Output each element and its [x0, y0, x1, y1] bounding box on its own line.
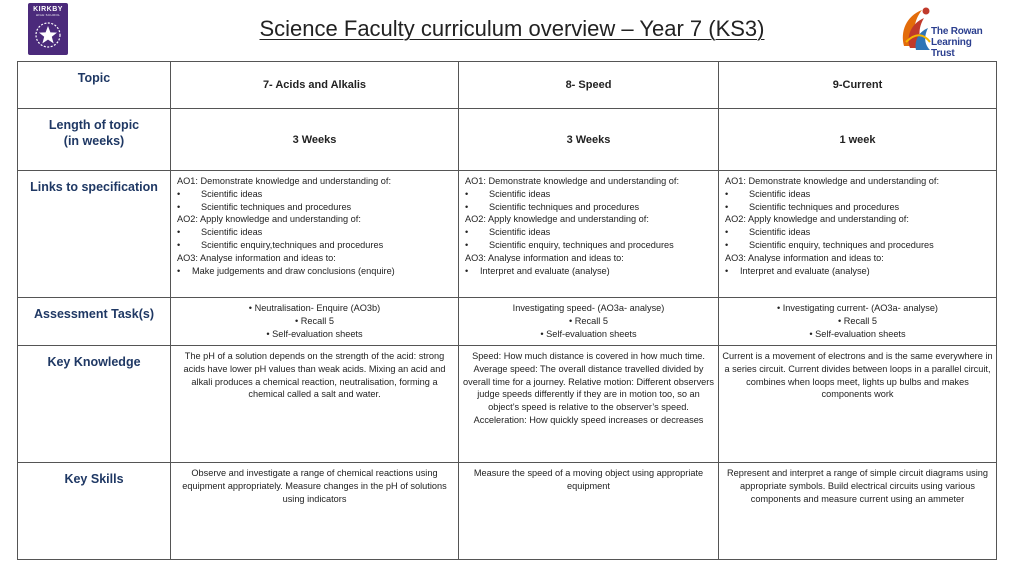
spec-item-text: Scientific techniques and procedures — [749, 201, 900, 212]
ao1-text: AO1: Demonstrate knowledge and understanding of: — [465, 176, 679, 186]
topic-row — [18, 62, 997, 109]
length-label-line2: (in weeks) — [63, 134, 125, 148]
skills-cell: Measure the speed of a moving object using appropriate equipment — [459, 463, 719, 560]
assessment-item: • Neutralisation- Enquire (AO3b) — [248, 303, 381, 313]
ao3-text: AO3: Analyse information and ideas to: — [465, 252, 624, 263]
assessment-label: Assessment Task(s) — [18, 298, 171, 346]
spec-item-text: Scientific enquiry, techniques and procedures — [489, 239, 674, 250]
spec-item-text: Scientific ideas — [749, 188, 811, 199]
ao1-text: AO1: Demonstrate knowledge and understanding of: — [725, 176, 939, 186]
ao3-text: AO3: Analyse information and ideas to: — [177, 252, 336, 263]
spec-item: • Scientific ideas — [725, 227, 811, 238]
assessment-item: • Recall 5 — [295, 315, 334, 326]
knowledge-row — [18, 346, 997, 463]
assessment-cell — [459, 298, 719, 346]
trust-logo-line2: Learning Trust — [931, 37, 972, 59]
assessment-item: • Recall 5 — [838, 315, 877, 326]
length-cell: 3 Weeks — [171, 109, 459, 171]
assessment-item: • Recall 5 — [569, 315, 608, 326]
links-cell — [171, 171, 459, 298]
assessment-item: Investigating speed- (AO3a- analyse) — [512, 303, 665, 313]
assessment-item: • Self-evaluation sheets — [266, 328, 363, 339]
spec-item-text: Make judgements and draw conclusions (enquire) — [192, 265, 395, 276]
skills-cell: Observe and investigate a range of chemical reactions using equipment appropriately. Measure changes in the pH of solutions using indicators — [171, 463, 459, 560]
spec-item: • Scientific techniques and procedures — [725, 201, 900, 212]
topic-cell: 8- Speed — [459, 62, 719, 109]
page-title: Science Faculty curriculum overview – Year 7 (KS3) — [259, 16, 765, 41]
spec-item: • Scientific techniques and procedures — [177, 201, 352, 212]
trust-logo-line1: The Rowan — [931, 26, 983, 37]
spec-item-text: Scientific techniques and procedures — [489, 201, 640, 212]
spec-item-text: Scientific enquiry,techniques and procedures — [201, 239, 384, 250]
length-cell: 1 week — [719, 109, 997, 171]
links-cell — [719, 171, 997, 298]
spec-item-text: Scientific ideas — [489, 188, 551, 199]
ao2-text: AO2: Apply knowledge and understanding of: — [465, 214, 649, 225]
spec-item: • Scientific ideas — [177, 188, 263, 199]
length-label — [18, 109, 171, 171]
assessment-cell — [719, 298, 997, 346]
school-logo-sub: HIGH SCHOOL — [35, 13, 61, 17]
spec-item: • Scientific enquiry, techniques and procedures — [465, 239, 674, 250]
spec-item: • Make judgements and draw conclusions (enquire) — [177, 265, 395, 276]
spec-item-text: Interpret and evaluate (analyse) — [740, 265, 870, 276]
spec-item: • Scientific enquiry, techniques and procedures — [725, 239, 934, 250]
spec-item-text: Scientific techniques and procedures — [201, 201, 352, 212]
ao2-text: AO2: Apply knowledge and understanding of: — [725, 214, 909, 225]
spec-item: • Interpret and evaluate (analyse) — [725, 265, 870, 276]
assessment-item: • Self-evaluation sheets — [809, 328, 906, 339]
assessment-item: • Investigating current- (AO3a- analyse) — [776, 303, 938, 313]
spec-item-text: Interpret and evaluate (analyse) — [480, 265, 610, 276]
knowledge-label: Key Knowledge — [18, 346, 171, 463]
topic-label: Topic — [18, 62, 171, 109]
spec-item-text: Scientific ideas — [489, 227, 551, 238]
spec-item: • Scientific enquiry,techniques and procedures — [177, 239, 384, 250]
links-label: Links to specification — [18, 171, 171, 298]
skills-cell: Represent and interpret a range of simple circuit diagrams using appropriate symbols. Build electrical circuits using various components and measure current using an ammeter — [719, 463, 997, 560]
links-row — [18, 171, 997, 298]
length-label-line1: Length of topic — [48, 118, 140, 132]
ao2-text: AO2: Apply knowledge and understanding of: — [177, 214, 361, 225]
spec-item-text: Scientific ideas — [749, 227, 811, 238]
spec-item: • Scientific ideas — [465, 188, 551, 199]
spec-item-text: Scientific ideas — [201, 188, 263, 199]
spec-item: • Interpret and evaluate (analyse) — [465, 265, 610, 276]
topic-cell: 9-Current — [719, 62, 997, 109]
spec-item: • Scientific techniques and procedures — [465, 201, 640, 212]
school-logo-name: KIRKBY — [33, 6, 63, 13]
assessment-row — [18, 298, 997, 346]
length-row — [18, 109, 997, 171]
topic-cell: 7- Acids and Alkalis — [171, 62, 459, 109]
links-cell — [459, 171, 719, 298]
length-cell: 3 Weeks — [459, 109, 719, 171]
assessment-cell — [171, 298, 459, 346]
trust-logo — [896, 2, 996, 59]
skills-row — [18, 463, 997, 560]
knowledge-cell: Current is a movement of electrons and is the same everywhere in a series circuit. Current divides between loops in a parallel circuit, combines when loops meet, lights up bulbs and makes components work — [719, 346, 997, 463]
knowledge-cell: The pH of a solution depends on the strength of the acid: strong acids have lower pH values than weak acids. Mixing an acid and alkali produces a chemical reaction, neutralisation, forming a chemical called a salt and water. — [171, 346, 459, 463]
spec-item: • Scientific ideas — [725, 188, 811, 199]
spec-item-text: Scientific ideas — [201, 227, 263, 238]
spec-item: • Scientific ideas — [177, 227, 263, 238]
knowledge-cell: Speed: How much distance is covered in how much time. Average speed: The overall distance travelled divided by overall time for a journey. Relative motion: Different observers judge speeds differently if they are in motion too, so an object’s speed is relative to the observer’s speed. Acceleration: How quickly speed increases or decreases — [459, 346, 719, 463]
ao1-text: AO1: Demonstrate knowledge and understanding of: — [177, 176, 391, 186]
spec-item: • Scientific ideas — [465, 227, 551, 238]
curriculum-table — [17, 61, 997, 560]
spec-item-text: Scientific enquiry, techniques and procedures — [749, 239, 934, 250]
skills-label: Key Skills — [18, 463, 171, 560]
ao3-text: AO3: Analyse information and ideas to: — [725, 252, 884, 263]
assessment-item: • Self-evaluation sheets — [540, 328, 637, 339]
